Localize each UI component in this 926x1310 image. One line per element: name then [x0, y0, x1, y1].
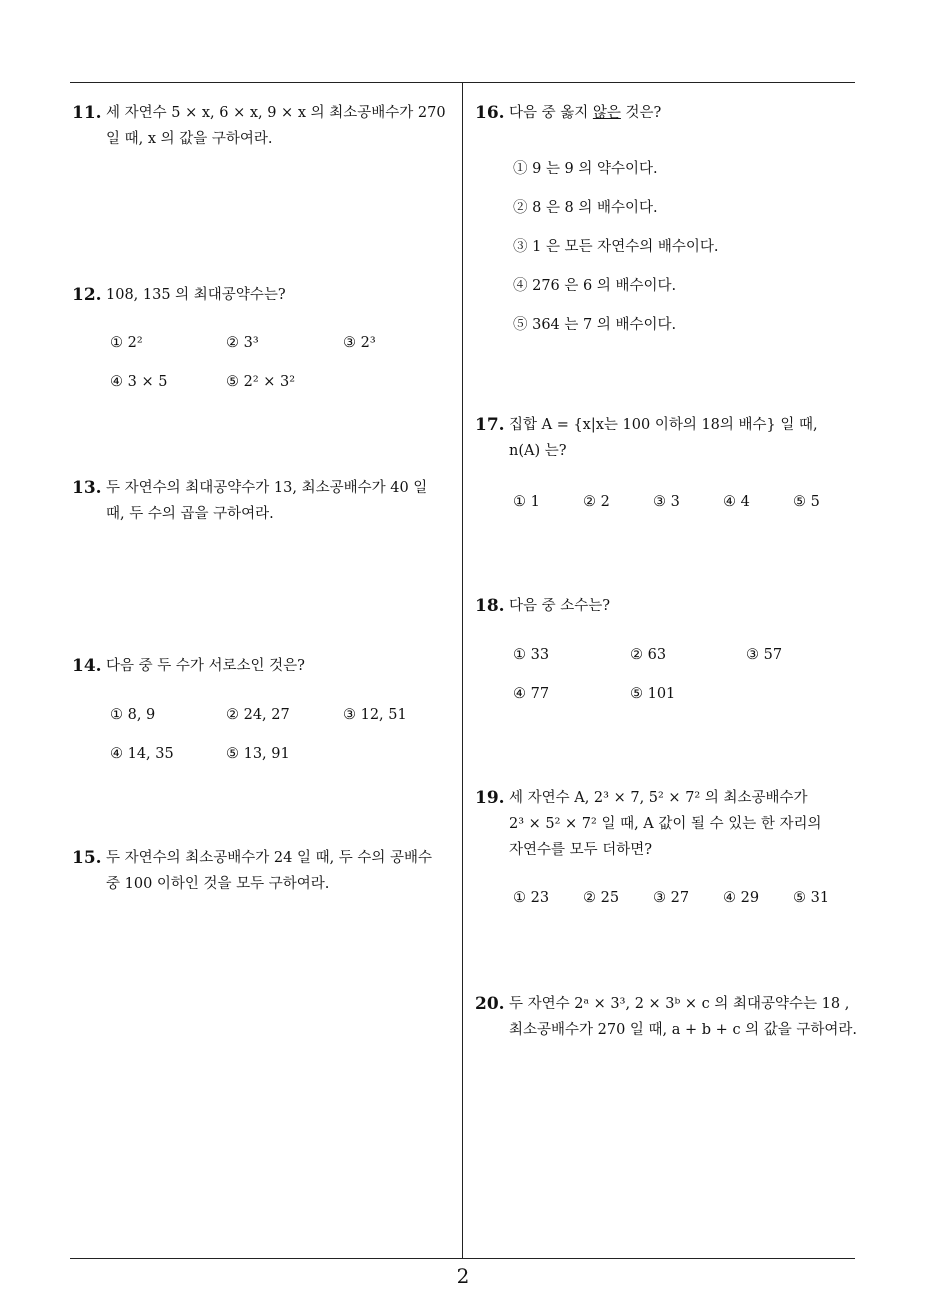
option-3[interactable]: ③ 3: [653, 494, 680, 510]
question-text: 다음 중 옳지 않은 것은?: [509, 105, 662, 121]
option-1[interactable]: ① 23: [513, 890, 550, 906]
question-14: [72, 653, 457, 679]
question-15: [72, 845, 457, 897]
question-13: [72, 475, 457, 527]
option-1[interactable]: ① 9 는 9 의 약수이다.: [513, 161, 658, 177]
option-1[interactable]: ① 33: [513, 647, 550, 663]
page-number: 2: [456, 1264, 470, 1288]
question-text: 세 자연수 5 × x, 6 × x, 9 × x 의 최소공배수가 270 일 때, x 의 값을 구하여라.: [106, 105, 446, 147]
question-11: [72, 100, 457, 152]
question-16: [475, 100, 865, 126]
option-3[interactable]: ③ 27: [653, 890, 690, 906]
option-2[interactable]: ② 63: [630, 647, 667, 663]
option-5[interactable]: ⑤ 5: [793, 494, 820, 510]
option-4[interactable]: ④ 77: [513, 686, 550, 702]
question-text: 집합 A = {x|x는 100 이하의 18의 배수} 일 때, n(A) 는?: [509, 417, 818, 459]
option-3[interactable]: ③ 2³: [343, 335, 376, 351]
question-18: [475, 593, 865, 619]
option-4[interactable]: ④ 14, 35: [110, 746, 174, 762]
option-2[interactable]: ② 2: [583, 494, 610, 510]
question-20: [475, 991, 865, 1043]
question-12: [72, 282, 457, 308]
question-text: 다음 중 두 수가 서로소인 것은?: [106, 658, 305, 674]
question-17: [475, 412, 865, 464]
option-5[interactable]: ⑤ 101: [630, 686, 676, 702]
question-text: 108, 135 의 최대공약수는?: [106, 287, 286, 303]
option-4[interactable]: ④ 276 은 6 의 배수이다.: [513, 278, 677, 294]
option-3[interactable]: ③ 57: [746, 647, 783, 663]
option-3[interactable]: ③ 1 은 모든 자연수의 배수이다.: [513, 239, 719, 255]
option-4[interactable]: ④ 3 × 5: [110, 374, 168, 390]
option-5[interactable]: ⑤ 31: [793, 890, 830, 906]
question-number: 11.: [72, 103, 102, 123]
option-5[interactable]: ⑤ 364 는 7 의 배수이다.: [513, 317, 677, 333]
question-19: [475, 785, 865, 863]
column-divider: [462, 83, 463, 1258]
underlined-word: 않은: [592, 105, 621, 121]
question-text: 두 자연수의 최대공약수가 13, 최소공배수가 40 일 때, 두 수의 곱을 구하여라.: [106, 480, 428, 522]
question-number: 18.: [475, 596, 505, 616]
question-text: 두 자연수의 최소공배수가 24 일 때, 두 수의 공배수 중 100 이하인 것을 모두 구하여라.: [106, 850, 433, 892]
question-number: 19.: [475, 788, 505, 808]
option-5[interactable]: ⑤ 13, 91: [226, 746, 290, 762]
bottom-rule: [70, 1258, 855, 1259]
option-2[interactable]: ② 25: [583, 890, 620, 906]
option-3[interactable]: ③ 12, 51: [343, 707, 407, 723]
option-2[interactable]: ② 24, 27: [226, 707, 290, 723]
question-text: 세 자연수 A, 2³ × 7, 5² × 7² 의 최소공배수가 2³ × 5² × 7² 일 때, A 값이 될 수 있는 한 자리의 자연수를 모두 더하면?: [509, 790, 822, 858]
option-1[interactable]: ① 2²: [110, 335, 143, 351]
option-4[interactable]: ④ 4: [723, 494, 750, 510]
option-4[interactable]: ④ 29: [723, 890, 760, 906]
question-number: 16.: [475, 103, 505, 123]
question-text: 두 자연수 2ᵃ × 3³, 2 × 3ᵇ × c 의 최대공약수는 18 , 최소공배수가 270 일 때, a + b + c 의 값을 구하여라.: [509, 996, 858, 1038]
option-1[interactable]: ① 8, 9: [110, 707, 156, 723]
option-2[interactable]: ② 3³: [226, 335, 259, 351]
question-number: 12.: [72, 285, 102, 305]
option-1[interactable]: ① 1: [513, 494, 540, 510]
option-2[interactable]: ② 8 은 8 의 배수이다.: [513, 200, 658, 216]
question-number: 15.: [72, 848, 102, 868]
question-number: 13.: [72, 478, 102, 498]
question-number: 14.: [72, 656, 102, 676]
option-5[interactable]: ⑤ 2² × 3²: [226, 374, 296, 390]
question-number: 20.: [475, 994, 505, 1014]
question-number: 17.: [475, 415, 505, 435]
question-text: 다음 중 소수는?: [509, 598, 611, 614]
